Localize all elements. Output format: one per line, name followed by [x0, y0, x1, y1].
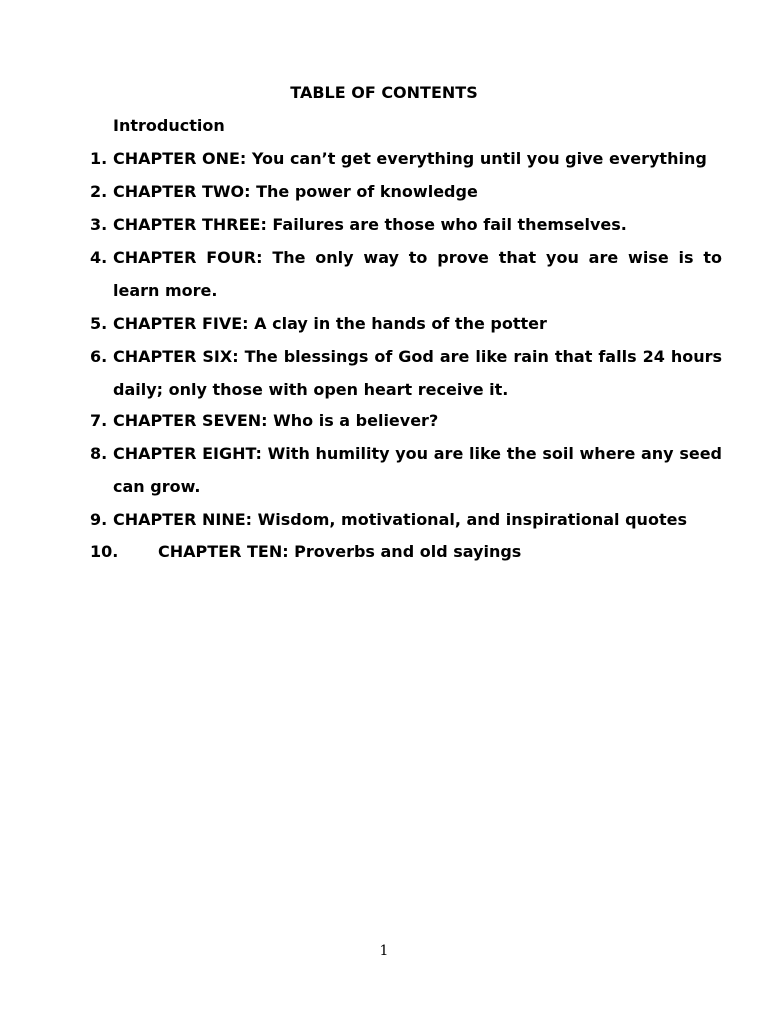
toc-entry: [90, 437, 722, 503]
toc-entry-text: CHAPTER TWO: The power of knowledge: [113, 182, 478, 201]
toc-entry-number: 2.: [90, 182, 108, 201]
toc-entry: [90, 208, 722, 241]
toc-entry-text: CHAPTER FOUR: The only way to prove that you are wise is to learn more.: [113, 248, 722, 300]
toc-entry-text: CHAPTER EIGHT: With humility you are like the soil where any seed can grow.: [113, 444, 722, 496]
toc-entry-text: CHAPTER ONE: You can’t get everything until you give everything: [113, 149, 707, 168]
toc-entry-number: 7.: [90, 411, 108, 430]
toc-entry-text: CHAPTER FIVE: A clay in the hands of the potter: [113, 314, 547, 333]
toc-entry-text: CHAPTER TEN: Proverbs and old sayings: [158, 542, 522, 561]
toc-entry-number: 1.: [90, 149, 108, 168]
toc-title: TABLE OF CONTENTS: [290, 83, 478, 102]
toc-entry-number: 10.: [90, 542, 119, 561]
toc-entry: [90, 340, 722, 406]
toc-entry-number: 6.: [90, 347, 108, 366]
page-number: 1: [379, 943, 389, 959]
toc-entry-text: CHAPTER SEVEN: Who is a believer?: [113, 411, 439, 430]
toc-entry-text: CHAPTER SIX: The blessings of God are like rain that falls 24 hours daily; only those with open heart receive it.: [113, 347, 722, 399]
toc-entry-text: CHAPTER THREE: Failures are those who fail themselves.: [113, 215, 627, 234]
toc-entry: [90, 404, 722, 437]
toc-entry: [90, 142, 722, 175]
toc-entry: [90, 241, 722, 307]
toc-entry-number: 4.: [90, 248, 108, 267]
toc-entry-number: 3.: [90, 215, 108, 234]
toc-entry: [90, 535, 722, 568]
toc-introduction: Introduction: [113, 116, 225, 135]
toc-entry-number: 5.: [90, 314, 108, 333]
toc-entry-number: 9.: [90, 510, 108, 529]
toc-entry: [90, 307, 722, 340]
toc-entry: [90, 175, 722, 208]
toc-entry-text: CHAPTER NINE: Wisdom, motivational, and inspirational quotes: [113, 510, 687, 529]
toc-entry-number: 8.: [90, 444, 108, 463]
toc-entry: [90, 503, 722, 536]
